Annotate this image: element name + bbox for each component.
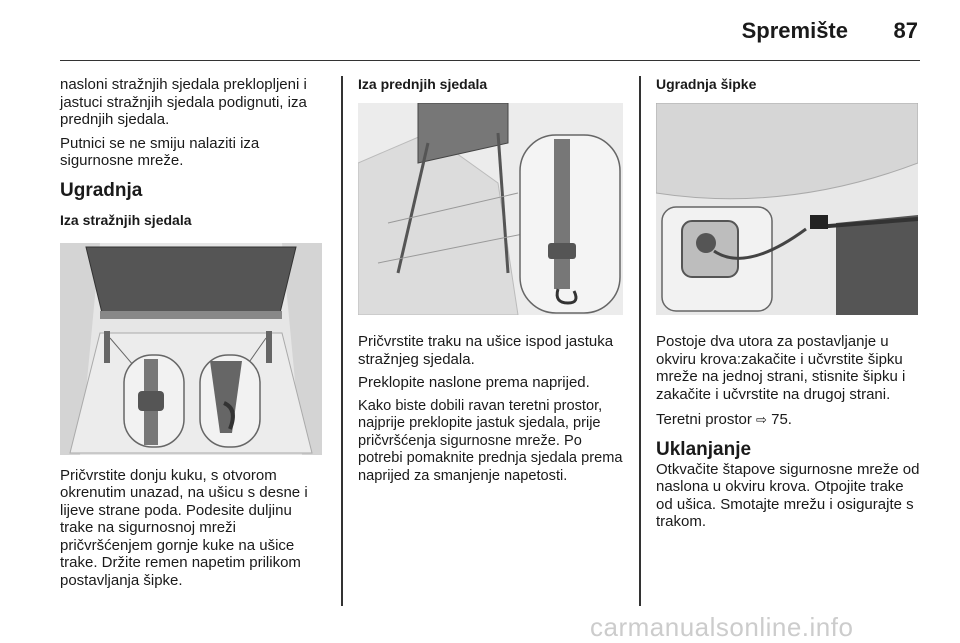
paragraph: Pričvrstite donju kuku, s otvorom okrenutim unazad, na ušicu s desne i lijeve strane poda. Podesite duljinu trake na sigurnosnoj mreži pričvršćenjem gornje kuke na ušice trake. Držite remen napetim prilikom postavljanja šipke.	[60, 466, 308, 589]
subsection-heading: Iza prednjih sjedala	[358, 76, 488, 92]
watermark: carmanualsonline.info	[590, 612, 854, 642]
page-header	[60, 0, 920, 61]
subsection-heading: Ugradnja šipke	[656, 76, 757, 92]
page-number: 87	[893, 18, 918, 43]
paragraph: Postoje dva utora za postavljanje u okviru krova:zakačite i učvrstite šipku mreže na jednoj strani, stisnite šipku i zakačite i učvrstite na drugoj strani.	[656, 333, 906, 403]
reference-text: Teretni prostor	[656, 411, 752, 428]
arrow-right-icon: ⇨	[756, 412, 767, 427]
subsection-heading: Iza stražnjih sjedala	[60, 211, 192, 228]
paragraph: nasloni stražnjih sjedala preklopljeni i jastuci stražnjih sjedala podignuti, iza prednjih sjedala.	[60, 76, 307, 128]
rear-seat-net-hooks-illustration-icon	[60, 243, 322, 455]
roof-rod-slot-illustration-icon	[656, 103, 918, 315]
reference-page: 75.	[771, 411, 792, 428]
section-heading: Ugradnja	[60, 179, 143, 201]
cross-reference	[656, 411, 922, 429]
column-divider-2	[639, 76, 641, 606]
paragraph: Pričvrstite traku na ušice ispod jastuka stražnjeg sjedala.	[358, 333, 614, 368]
section-heading: Uklanjanje	[656, 438, 752, 460]
column-divider-1	[341, 76, 343, 606]
paragraph: Preklopite naslone prema naprijed.	[358, 374, 590, 391]
column-2	[358, 76, 626, 491]
paragraph: Putnici se ne smiju nalaziti iza sigurnosne mreže.	[60, 134, 260, 169]
column-3	[656, 76, 922, 537]
front-seat-strap-illustration-icon	[358, 103, 623, 315]
paragraph: Otkvačite štapove sigurnosne mreže od naslona u okviru krova. Otpojite trake od ušica. Smotajte mrežu i osigurajte s trakom.	[656, 460, 920, 530]
paragraph: Kako biste dobili ravan teretni prostor, najprije preklopite jastuk sjedala, prije pričvršćenja sigurnosne mreže. Po potrebi pomaknite prednja sjedala prema naprijed za smanjenje napetosti.	[358, 397, 623, 484]
page-title: Spremište	[741, 18, 848, 43]
column-1	[60, 76, 326, 595]
